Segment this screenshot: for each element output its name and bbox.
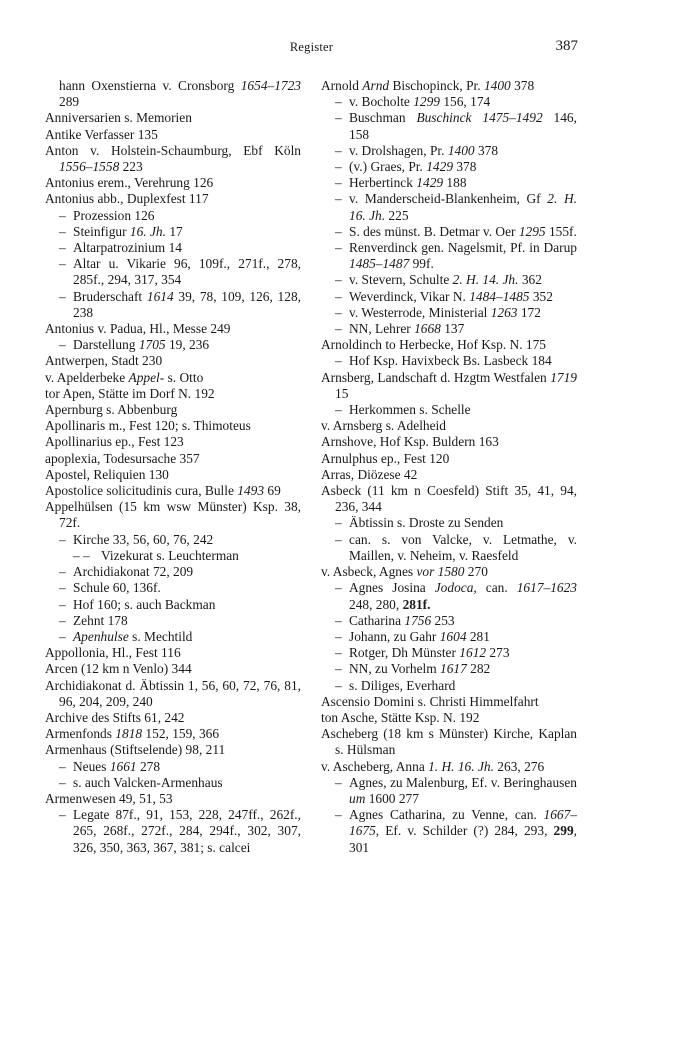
entry-text: Appollonia, Hl., Fest 116 [45,645,181,661]
italic-text: 1556–1558 [59,159,120,175]
entry-text: Arnulphus ep., Fest 120 [321,450,450,466]
index-entry [45,451,301,467]
entry-text: Hof Ksp. Havixbeck Bs. Lasbeck 184 [349,353,552,369]
index-column-right [321,78,577,856]
subentry-dash: – [59,612,66,628]
index-entry [321,726,577,758]
entry-text: Archidiakonat 72, 209 [73,564,194,580]
entry-text: s. Mechtild [128,628,193,644]
entry-text: Archidiakonat d. Äbtissin 1, 56, 60, 72, 76, 81, 96, 204, 209, 240 [45,677,301,709]
index-entry [45,370,301,386]
entry-text: v. Arnsberg s. Adelheid [321,418,446,434]
index-entry [321,272,577,288]
index-entry [45,256,301,288]
entry-text: Antonius abb., Duplexfest 117 [45,191,209,207]
italic-text: 1612 [459,645,487,661]
entry-text: S. des münst. B. Detmar v. Oer [349,223,519,239]
index-entry [45,548,301,564]
index-entry [321,451,577,467]
entry-text: 188 [443,175,467,191]
entry-text: Neues [73,758,110,774]
page-header [45,38,578,60]
entry-text: Armenfonds [45,726,116,742]
entry-text [471,110,482,125]
subentry-dash: – [335,645,342,661]
entry-text: v. Westerrode, Ministerial [349,304,491,320]
entry-text: Ascheberg (18 km s Münster) Kirche, Kaplan s. Hülsman [321,726,577,758]
entry-text: (v.) Graes, Pr. [349,159,427,175]
entry-text: s. Diliges, Everhard [349,677,456,693]
index-entry [45,240,301,256]
index-entry [45,629,301,645]
italic-text: 1719 [550,369,577,385]
index-entry [45,580,301,596]
italic-text: 1661 [109,758,137,774]
index-entry [45,386,301,402]
entry-text: 15 [335,385,349,401]
entry-text: tor Apen, Stätte im Dorf N. 192 [45,385,215,401]
entry-text: Antonius v. Padua, Hl., Messe 249 [45,321,231,337]
entry-text: Rotger, Dh Münster [349,645,460,661]
entry-text: 225 [385,207,409,223]
index-entry [321,710,577,726]
italic-text: Arnd [362,78,390,93]
index-entry [45,532,301,548]
index-entry [321,402,577,418]
index-entry [321,613,577,629]
entry-text: Renverdinck gen. Nagelsmit, Pf. in Darup [349,240,577,256]
entry-text: Apostel, Reliquien 130 [45,466,169,482]
index-entry [45,597,301,613]
entry-text: 223 [119,159,143,175]
index-entry [45,710,301,726]
entry-text: Ascensio Domini s. Christi Himmelfahrt [321,693,539,709]
running-title: Register [289,40,334,54]
index-entry [321,467,577,483]
entry-text: can. s. von Valcke, v. Letmathe, v. Maillen, v. Neheim, v. Raesfeld [349,531,577,563]
entry-text: v. Ascheberg, Anna [321,758,429,774]
subentry-dash: – [59,531,66,547]
subentry-dash: – [59,596,66,612]
entry-text: 39, 78, 109, 126, 128, 238 [73,288,301,320]
entry-text: Arras, Diözese 42 [321,466,418,482]
index-entry [45,613,301,629]
entry-text: 352 [529,288,553,304]
entry-text: v. Drolshagen, Pr. [349,142,448,158]
entry-text: Asbeck (11 km n Coesfeld) Stift 35, 41, 94, 236, 344 [321,483,577,515]
index-entry [321,418,577,434]
index-entry [45,353,301,369]
index-entry [321,661,577,677]
index-entry [321,240,577,272]
entry-text: Agnes Catharina, zu Venne, can. [349,807,544,823]
italic-text: 2. H. 14. Jh. [452,272,519,288]
entry-text: 273 [486,645,510,661]
italic-text: 1756 [404,612,432,628]
entry-text: 378 [474,142,499,158]
entry-text: Antwerpen, Stadt 230 [45,353,163,369]
index-entry [45,661,301,677]
entry-text: ton Asche, Stätte Ksp. N. 192 [321,709,480,725]
subentry-dash: – [335,807,342,823]
entry-text: , can. [473,580,517,596]
index-entry [45,418,301,434]
subentry-dash: – [59,580,66,596]
entry-text: NN, Lehrer [349,321,415,337]
entry-text: Legate 87f., 91, 153, 228, 247ff., 262f., 265, 268f., 272f., 284, 294f., 302, 307, 326, 350, 363, 367, 381; s. calcei [73,807,301,855]
subentry-dash: – [335,402,342,418]
subentry-dash: – [335,110,342,126]
index-entry [45,807,301,856]
entry-text: Altarpatrozinium 14 [73,240,182,256]
entry-text: 253 [431,612,455,628]
index-entry [45,726,301,742]
subentry-dash: – [335,515,342,531]
subentry-dash: – [59,256,66,272]
subentry-dash: – [335,142,342,158]
index-entry [321,434,577,450]
subentry-dash: – [59,337,66,353]
entry-text: Apernburg s. Abbenburg [45,402,178,418]
entry-text: 248, 280, [349,596,403,612]
index-entry [321,629,577,645]
italic-text: 1. H. 16. Jh. [428,758,494,774]
entry-text: 278 [136,758,161,774]
italic-text: 1484–1485 [469,288,530,304]
subentry-dash: – [335,774,342,790]
entry-text: Apollinaris m., Fest 120; s. Thimoteus [45,418,251,434]
italic-text: 1400 [447,142,475,158]
index-entry [45,434,301,450]
entry-text: apoplexia, Todesursache 357 [45,450,200,466]
index-entry [321,78,577,94]
index-entry [321,645,577,661]
entry-text: Arnsberg, Landschaft d. Hzgtm Westfalen [321,369,551,385]
entry-text: Apollinarius ep., Fest 123 [45,434,184,450]
index-entry [45,191,301,207]
entry-text: s. Otto [164,369,204,385]
entry-text: 362 [518,272,542,288]
subentry-dash: – [335,628,342,644]
subentry-dash: – [59,223,66,239]
index-entry [45,208,301,224]
subentry-dash: – [335,531,342,547]
italic-text: 1668 [414,321,441,337]
entry-text: 137 [440,321,465,337]
italic-text: Appel- [128,369,165,385]
entry-text: Herbertinck [349,175,417,191]
entry-text: 99f. [409,256,434,272]
entry-text: Kirche 33, 56, 60, 76, 242 [73,531,214,547]
index-entry [45,78,301,110]
index-entry [45,224,301,240]
index-entry [45,759,301,775]
italic-text: 1617–1623 [516,580,577,596]
entry-text: Bruderschaft [73,288,147,304]
index-entry [321,775,577,807]
entry-text: Darstellung [73,337,139,353]
italic-text: 1475–1492 [482,110,543,126]
subentry-dash: – [335,661,342,677]
subentry-dash: – [59,758,66,774]
index-entry [321,353,577,369]
index-entry [45,289,301,321]
index-entry [321,515,577,531]
italic-text: 1295 [518,223,546,239]
entry-text: Arcen (12 km n Venlo) 344 [45,661,192,677]
italic-text: 1429 [416,175,444,191]
entry-text: v. Manderscheid-Blankenheim, Gf [349,191,548,207]
entry-text: , Ef. v. Schilder (?) 284, 293, [375,823,554,839]
entry-text: Arnshove, Hof Ksp. Buldern 163 [321,434,499,450]
entry-text: Archive des Stifts 61, 242 [45,709,185,725]
entry-text: 270 [464,564,488,580]
entry-text: v. Apelderbeke [45,369,129,385]
index-entry [321,94,577,110]
index-entry [321,175,577,191]
italic-text: Buschinck [416,110,472,126]
subentry-dash: – [59,774,66,790]
entry-text: Agnes, zu Malenburg, Ef. v. Beringhausen [349,774,577,790]
italic-text: Jodoca [434,580,474,596]
entry-text: Weverdinck, Vikar N. [349,288,470,304]
index-entry [321,289,577,305]
entry-text: Arnold [321,78,363,93]
subentry-dash: – [335,304,342,320]
italic-text: 16. Jh. [129,223,166,239]
index-column-left [45,78,301,856]
bold-page-ref: 281f. [402,596,431,612]
subentry-dash: – [335,580,342,596]
entry-text: NN, zu Vorhelm [349,661,440,677]
entry-text: 378 [510,78,535,93]
subentry-dash: – [335,321,342,337]
entry-text: Antonius erem., Verehrung 126 [45,175,214,191]
italic-text: 1485–1487 [349,256,410,272]
entry-text: Anton v. Holstein-Schaumburg, Ebf Köln [45,142,301,158]
italic-text: 1654–1723 [240,78,301,93]
index-entry [45,791,301,807]
index-entry [45,775,301,791]
entry-text: Steinfigur [73,223,130,239]
subentry-dash: – [59,807,66,823]
entry-text: 378 [453,159,477,175]
entry-text: Appelhülsen (15 km wsw Münster) Ksp. 38, 72f. [45,499,301,531]
italic-text: 1263 [490,304,518,320]
entry-text: , 301 [349,823,577,855]
entry-text: 172 [517,304,541,320]
entry-text: Apostolice solicitudinis cura, Bulle [45,483,238,499]
entry-text: Anniversarien s. Memorien [45,110,192,126]
index-entry [45,175,301,191]
index-entry [45,499,301,531]
italic-text: 1667–1675 [349,807,577,839]
entry-text: s. auch Valcken-Armenhaus [73,774,223,790]
subentry-dash: – [335,240,342,256]
entry-text: Zehnt 178 [73,612,128,628]
entry-text: 146, 158 [349,110,577,142]
index-entry [321,694,577,710]
index-entry [321,759,577,775]
index-entry [321,580,577,612]
subentry-dash: – [335,272,342,288]
index-entry [321,224,577,240]
entry-text: 156, 174 [440,94,491,110]
entry-text: Schule 60, 136f. [73,580,161,596]
entry-text: hann Oxenstierna v. Cronsborg [59,78,241,93]
entry-text: 289 [59,94,80,110]
index-entry [321,337,577,353]
subentry-dash: – [335,159,342,175]
entry-text: Catharina [349,612,405,628]
entry-text: Armenwesen 49, 51, 53 [45,790,173,806]
italic-text: 1493 [237,483,265,499]
entry-text: Bischopinck, Pr. [389,78,484,93]
entry-text: 282 [466,661,491,677]
index-entry [45,467,301,483]
italic-text: 1429 [426,159,454,175]
index-entry [45,321,301,337]
entry-text: 263, 276 [493,758,545,774]
index-entry [321,321,577,337]
italic-text: 1400 [483,78,511,93]
entry-text: Arnoldinch to Herbecke, Hof Ksp. N. 175 [321,337,546,353]
entry-text: 152, 159, 366 [142,726,220,742]
bold-page-ref: 299 [553,823,574,839]
index-entry [45,143,301,175]
entry-text: 281 [466,628,490,644]
subentry-dash: – [335,223,342,239]
entry-text: 155f. [545,223,577,239]
index-entry [45,337,301,353]
index-entry [45,402,301,418]
entry-text: Prozession 126 [73,207,155,223]
entry-text: Altar u. Vikarie 96, 109f., 271f., 278, 285f., 294, 317, 354 [73,256,301,288]
entry-text: Armenhaus (Stiftselende) 98, 211 [45,742,226,758]
index-entry [321,532,577,564]
subentry-dash: – [335,175,342,191]
subentry-dash: – [335,94,342,110]
index-entry [321,110,577,142]
index-entry [321,159,577,175]
entry-text: Äbtissin s. Droste zu Senden [349,515,504,531]
index-entry [45,678,301,710]
entry-text: Buschman [349,110,417,126]
subentry-dash: – [335,612,342,628]
index-entry [321,305,577,321]
italic-text: 1705 [138,337,166,353]
subentry-dash: – [335,353,342,369]
index-entry [321,143,577,159]
italic-text: 1604 [439,628,467,644]
italic-text: 1299 [413,94,440,110]
entry-text: Hof 160; s. auch Backman [73,596,216,612]
subentry-dash: – [335,677,342,693]
index-entry [321,483,577,515]
entry-text: Antike Verfasser 135 [45,126,158,142]
subentry-dash: – [59,628,66,644]
italic-text: 2. H. 16. Jh. [349,191,577,223]
subentry-dash: – – [73,547,90,563]
subentry-dash: – [335,191,342,207]
index-entry [45,110,301,126]
entry-text: v. Bocholte [349,94,414,110]
index-entry [45,127,301,143]
italic-text: vor 1580 [416,564,465,580]
entry-text: Herkommen s. Schelle [349,402,471,418]
index-entry [45,742,301,758]
subentry-dash: – [59,288,66,304]
italic-text: um [349,790,366,806]
italic-text: Apenhulse [73,628,129,644]
index-entry [321,370,577,402]
entry-text: 17 [165,223,183,239]
subentry-dash: – [59,207,66,223]
entry-text: Vizekurat s. Leuchterman [101,547,239,563]
entry-text: v. Asbeck, Agnes [321,564,417,580]
entry-text: Johann, zu Gahr [349,628,440,644]
italic-text: 1614 [146,288,174,304]
entry-text: 1600 277 [365,790,419,806]
subentry-dash: – [335,288,342,304]
italic-text: 1818 [115,726,143,742]
index-entry [321,191,577,223]
page-number: 387 [555,38,578,54]
entry-text: v. Stevern, Schulte [349,272,453,288]
index-entry [45,483,301,499]
index-entry [321,807,577,856]
entry-text: 69 [264,483,281,499]
entry-text: 19, 236 [165,337,210,353]
subentry-dash: – [59,240,66,256]
index-entry [45,645,301,661]
index-entry [45,564,301,580]
italic-text: 1617 [440,661,467,677]
entry-text: Agnes Josina [349,580,435,596]
index-entry [321,564,577,580]
index-entry [321,678,577,694]
subentry-dash: – [59,564,66,580]
